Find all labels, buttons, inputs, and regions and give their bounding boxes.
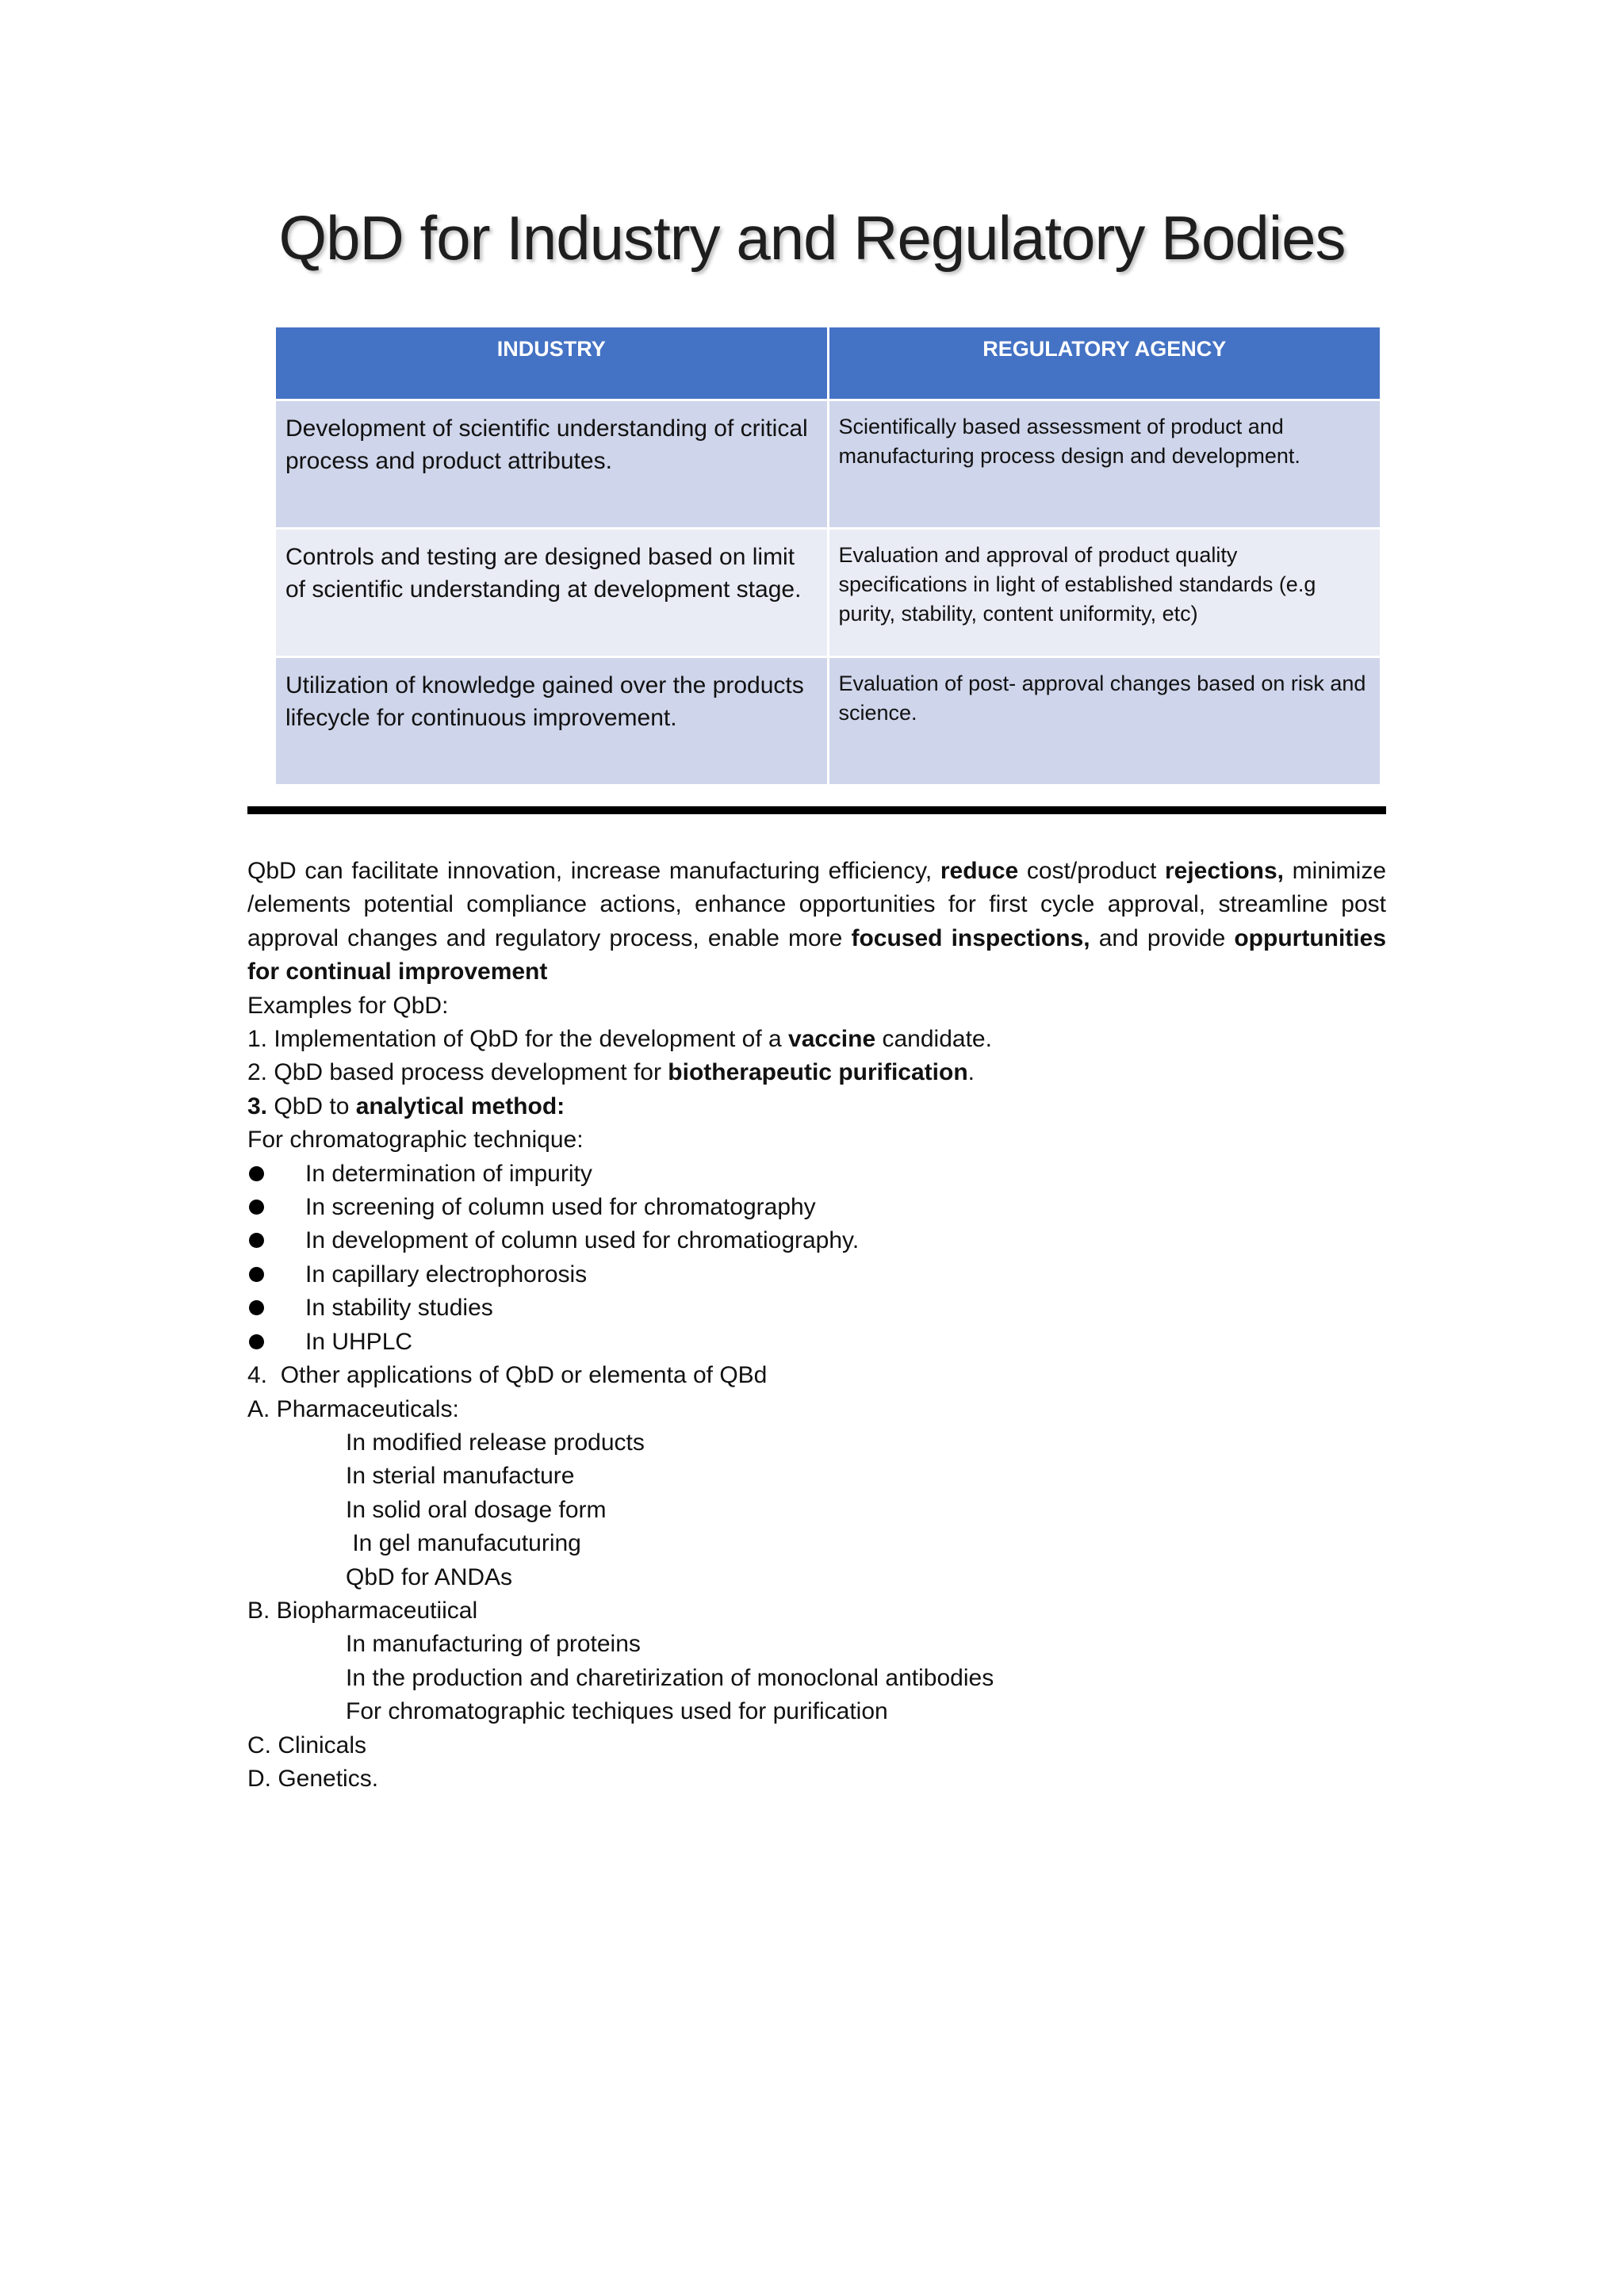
example-3 — [247, 1090, 1386, 1123]
table-row — [275, 400, 1381, 529]
list-item: In modified release products — [346, 1429, 645, 1456]
example-number: 3. — [247, 1093, 268, 1119]
list-item — [247, 1224, 1386, 1257]
list-item — [247, 1326, 1386, 1359]
example-1 — [247, 1023, 1386, 1056]
header-regulatory-agency: REGULATORY AGENCY — [828, 327, 1381, 400]
intro-text: minimize /elements potential compliance actions, enhance opportunities for first cycle approval, streamline post approval changes and regulatory process, enable more — [247, 858, 1387, 951]
bullet-icon — [249, 1166, 264, 1181]
bullet-icon — [249, 1267, 264, 1282]
example-text: . — [967, 1059, 975, 1086]
list-item-text: In development of column used for chromatiography. — [305, 1227, 860, 1254]
industry-cell: Development of scientific understanding of critical process and product attributes. — [275, 400, 829, 529]
intro-bold: focused inspections, — [851, 924, 1090, 951]
regulatory-cell: Scientifically based assessment of product and manufacturing process design and development. — [828, 400, 1381, 529]
list-item-text: In capillary electrophorosis — [305, 1261, 588, 1288]
table-row — [275, 657, 1381, 786]
bullet-icon — [249, 1233, 264, 1248]
examples-heading: Examples for QbD: — [247, 992, 449, 1019]
bullet-icon — [249, 1334, 264, 1349]
list-item-text: In UHPLC — [305, 1328, 413, 1355]
document-body — [247, 855, 1386, 1796]
bullet-icon — [249, 1300, 264, 1315]
page-title: QbD for Industry and Regulatory Bodies — [278, 203, 1346, 273]
regulatory-cell: Evaluation and approval of product quality specifications in light of established standards (e.g purity, stability, content uniformity, etc) — [828, 529, 1381, 657]
section-a-label: A. Pharmaceuticals: — [247, 1395, 459, 1422]
list-item-text: In stability studies — [305, 1295, 493, 1322]
intro-text: QbD can facilitate innovation, increase manufacturing efficiency, — [247, 858, 940, 884]
list-item — [247, 1191, 1386, 1224]
list-item-text: In determination of impurity — [305, 1160, 592, 1187]
example-bold: analytical method: — [355, 1093, 565, 1119]
list-item — [247, 1292, 1386, 1325]
qbd-comparison-table — [274, 325, 1382, 786]
header-industry: INDUSTRY — [275, 327, 829, 400]
list-item — [247, 1258, 1386, 1292]
list-item-text: In screening of column used for chromatography — [305, 1194, 816, 1221]
list-item: In the production and charetirization of monoclonal antibodies — [346, 1664, 994, 1691]
intro-bold: rejections, — [1164, 858, 1285, 884]
section-c-label: C. Clinicals — [247, 1732, 367, 1758]
intro-bold: reduce — [940, 858, 1019, 884]
list-item: In gel manufacuturing — [346, 1530, 581, 1557]
industry-cell: Utilization of knowledge gained over the products lifecycle for continuous improvement. — [275, 657, 829, 786]
table-header-row — [275, 327, 1381, 400]
example-bold: biotherapeutic purification — [668, 1059, 968, 1086]
section-b-label: B. Biopharmaceutiical — [247, 1597, 478, 1624]
example-text: 1. Implementation of QbD for the development of a — [247, 1026, 789, 1053]
intro-text: and provide — [1090, 924, 1235, 951]
table-row — [275, 529, 1381, 657]
intro-bold: oppurtunities for continual improvement — [247, 924, 1387, 985]
list-item: In solid oral dosage form — [346, 1496, 607, 1523]
list-item: For chromatographic techiques used for purification — [346, 1698, 888, 1725]
section-d-label: D. Genetics. — [247, 1765, 379, 1792]
intro-paragraph — [247, 855, 1386, 989]
list-item: In manufacturing of proteins — [346, 1631, 641, 1658]
list-item: In sterial manufacture — [346, 1463, 575, 1490]
intro-text: cost/product — [1018, 858, 1165, 884]
regulatory-cell: Evaluation of post- approval changes based on risk and science. — [828, 657, 1381, 786]
industry-cell: Controls and testing are designed based on limit of scientific understanding at development stage. — [275, 529, 829, 657]
list-item: QbD for ANDAs — [346, 1563, 513, 1590]
example-2 — [247, 1056, 1386, 1089]
example-text: 2. QbD based process development for — [247, 1059, 668, 1086]
example-4: 4. Other applications of QbD or elementa of QBd — [247, 1362, 768, 1389]
example-text: candidate. — [875, 1026, 992, 1053]
bullet-icon — [249, 1200, 264, 1215]
example-bold: vaccine — [788, 1026, 876, 1053]
list-item — [247, 1158, 1386, 1191]
chromatographic-heading: For chromatographic technique: — [247, 1127, 584, 1154]
section-divider — [247, 806, 1386, 814]
example-text: QbD to — [267, 1093, 356, 1119]
